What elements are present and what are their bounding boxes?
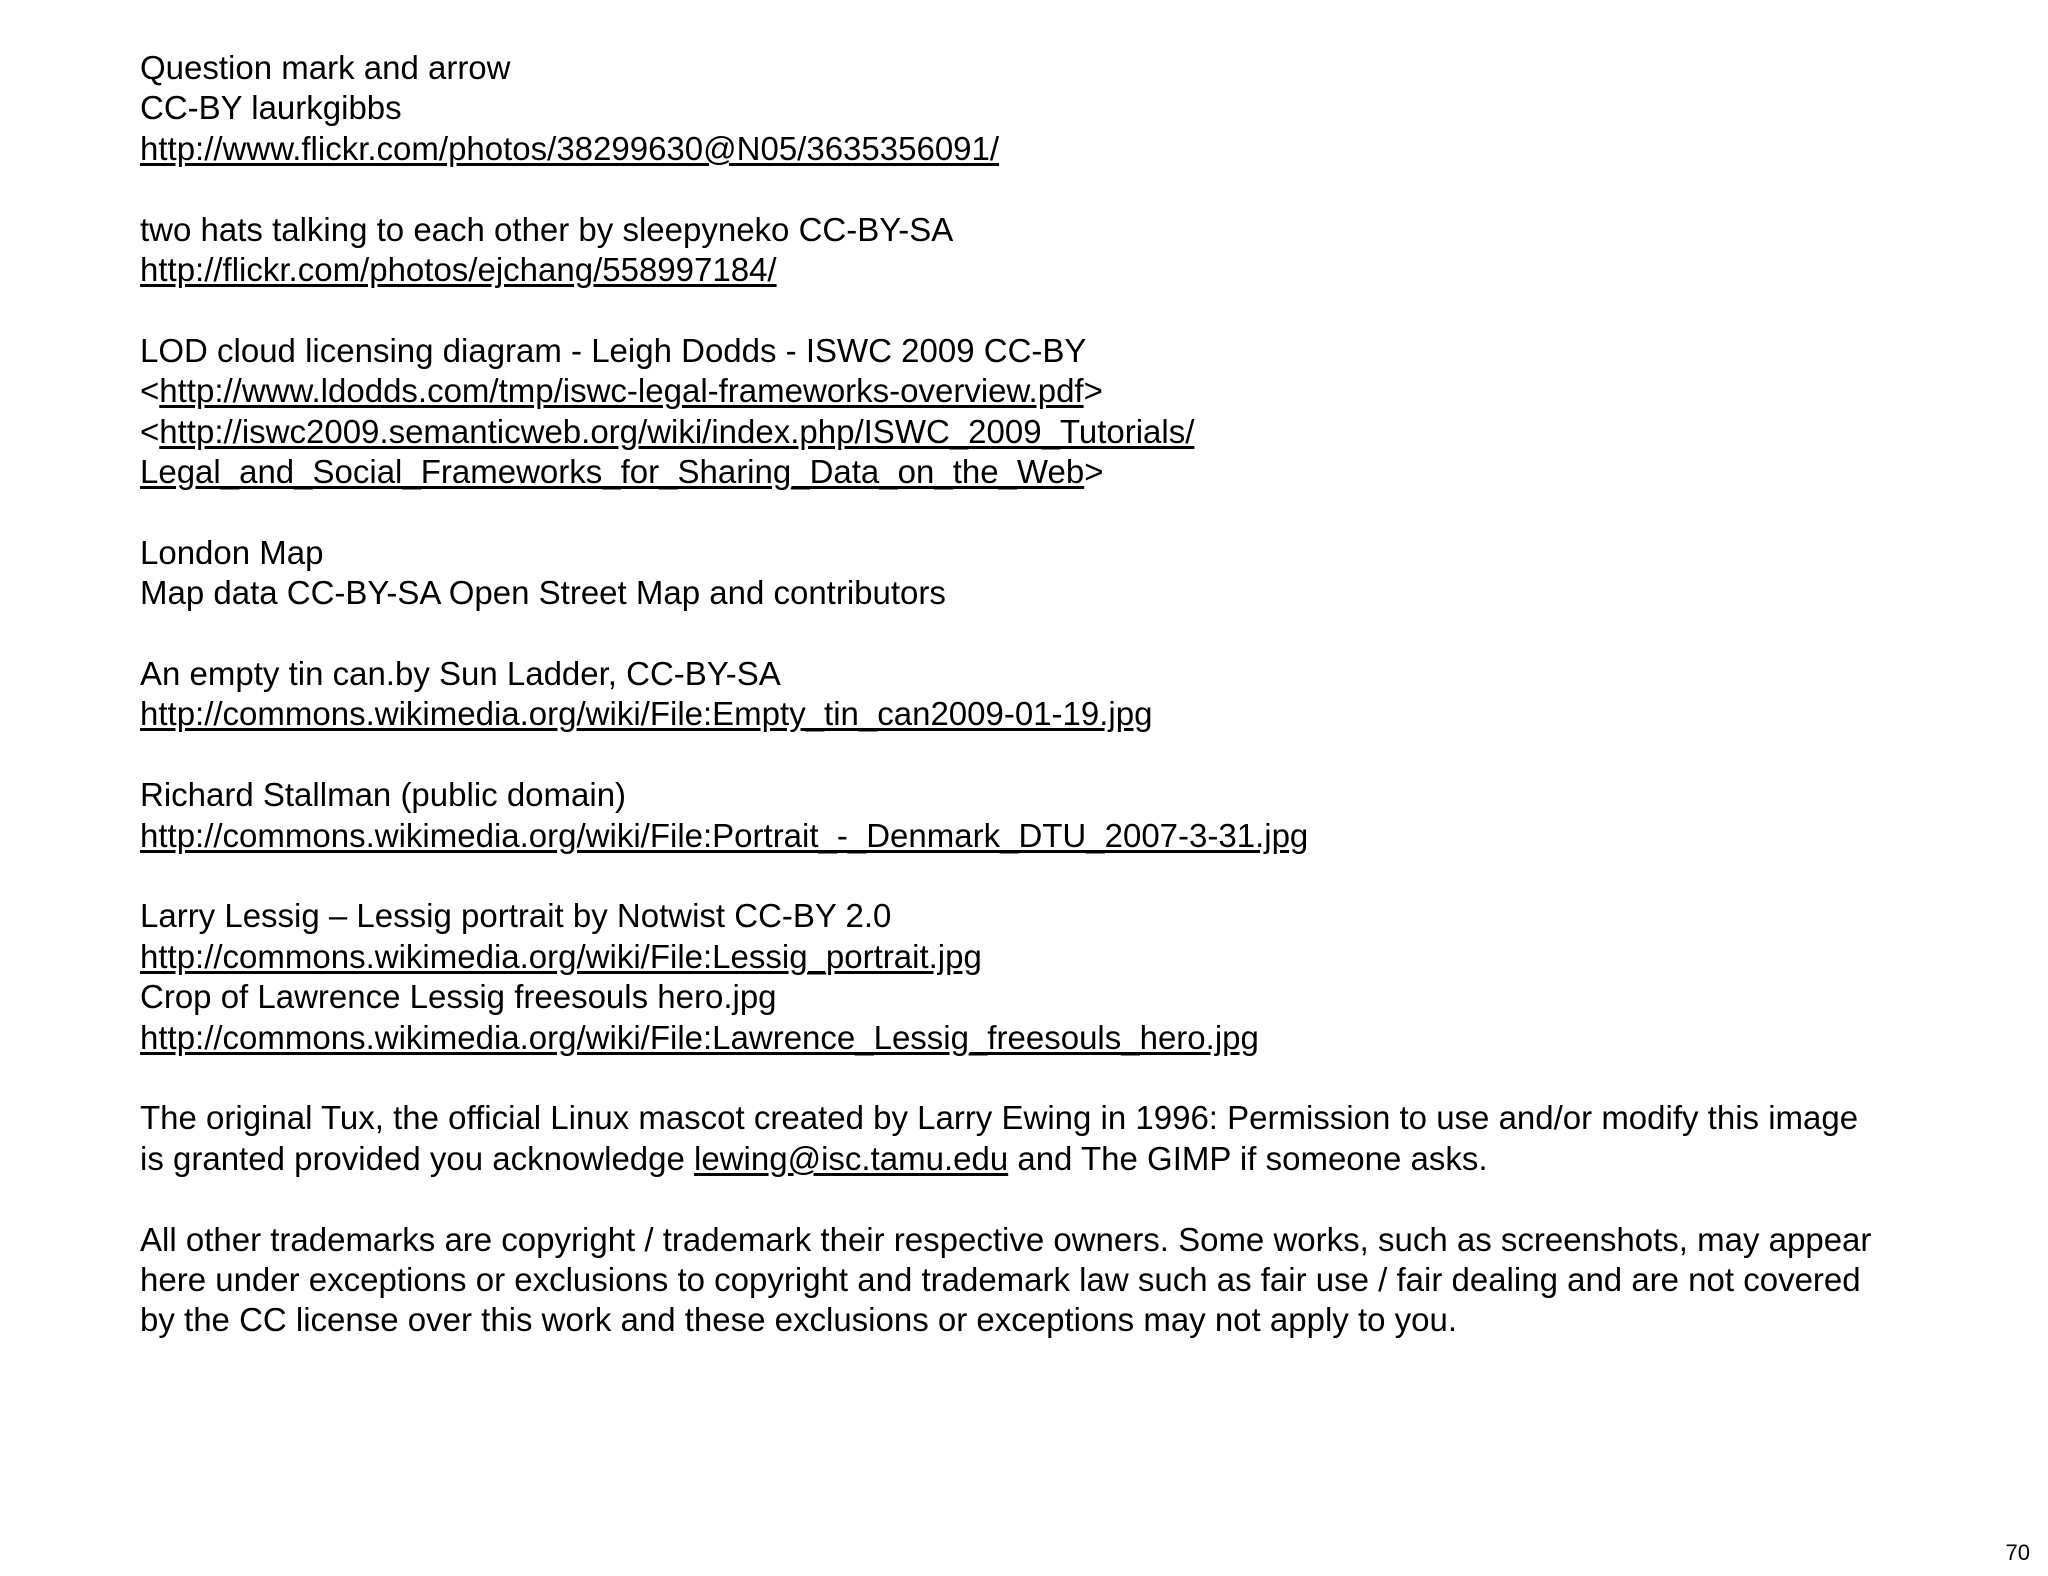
credit-stallman bbox=[140, 775, 1970, 856]
bracket-open: < bbox=[140, 372, 160, 410]
bracket-open: < bbox=[140, 412, 160, 450]
credit-license: CC-BY laurkgibbs bbox=[140, 89, 402, 127]
credit-title: Question mark and arrow bbox=[140, 49, 511, 86]
credit-link[interactable]: http://commons.wikimedia.org/wiki/File:Empty_tin_can2009-01-19.jpg bbox=[140, 695, 1153, 733]
credit-title: London Map bbox=[140, 533, 324, 571]
trademark-notice bbox=[140, 1220, 1970, 1341]
credit-link[interactable]: http://commons.wikimedia.org/wiki/File:Lessig_portrait.jpg bbox=[140, 937, 982, 975]
credit-link[interactable]: http://commons.wikimedia.org/wiki/File:Portrait_-_Denmark_DTU_2007-3-31.jpg bbox=[140, 816, 1309, 854]
credit-crop-note: Crop of Lawrence Lessig freesouls hero.jpg bbox=[140, 978, 777, 1016]
credit-license: Map data CC-BY-SA Open Street Map and contributors bbox=[140, 574, 946, 612]
tux-line-2-before: is granted provided you acknowledge bbox=[140, 1139, 695, 1177]
credit-tin-can bbox=[140, 654, 1970, 735]
credit-tux bbox=[140, 1098, 1970, 1179]
bracket-close: > bbox=[1083, 372, 1103, 410]
trademark-line-3: by the CC license over this work and these exclusions or exceptions may not apply to you. bbox=[140, 1301, 1458, 1339]
credit-title: two hats talking to each other by sleepyneko CC-BY-SA bbox=[140, 210, 954, 248]
credit-title: Larry Lessig – Lessig portrait by Notwist CC-BY 2.0 bbox=[140, 897, 892, 935]
credit-lessig bbox=[140, 896, 1970, 1058]
tux-line-1: The original Tux, the official Linux mascot created by Larry Ewing in 1996: Permission to use and/or modify this image bbox=[140, 1099, 1859, 1137]
email-link[interactable]: lewing@isc.tamu.edu bbox=[694, 1139, 1009, 1177]
bracket-close: > bbox=[1084, 453, 1104, 491]
credit-link[interactable]: http://flickr.com/photos/ejchang/558997184/ bbox=[140, 251, 777, 289]
credit-title: An empty tin can.by Sun Ladder, CC-BY-SA bbox=[140, 655, 781, 693]
tux-line-2-after: and The GIMP if someone asks. bbox=[1008, 1139, 1488, 1177]
credit-question-mark bbox=[140, 48, 1970, 169]
credit-link[interactable]: http://commons.wikimedia.org/wiki/File:Lawrence_Lessig_freesouls_hero.jpg bbox=[140, 1018, 1259, 1056]
credit-title: Richard Stallman (public domain) bbox=[140, 776, 627, 814]
credit-link-part1[interactable]: http://iswc2009.semanticweb.org/wiki/index.php/ISWC_2009_Tutorials/ bbox=[159, 412, 1195, 450]
credit-link[interactable]: http://www.ldodds.com/tmp/iswc-legal-frameworks-overview.pdf bbox=[159, 372, 1084, 410]
credit-lod-cloud bbox=[140, 331, 1970, 493]
trademark-line-1: All other trademarks are copyright / trademark their respective owners. Some works, such as screenshots, may appear bbox=[140, 1220, 1872, 1258]
credit-link[interactable]: http://www.flickr.com/photos/38299630@N05/3635356091/ bbox=[140, 129, 1000, 167]
credit-link-part2[interactable]: Legal_and_Social_Frameworks_for_Sharing_Data_on_the_Web bbox=[140, 453, 1085, 491]
credit-two-hats bbox=[140, 210, 1970, 291]
trademark-line-2: here under exceptions or exclusions to copyright and trademark law such as fair use / fair dealing and are not covered bbox=[140, 1261, 1861, 1299]
credit-london-map bbox=[140, 533, 1970, 614]
credit-title: LOD cloud licensing diagram - Leigh Dodds - ISWC 2009 CC-BY bbox=[140, 331, 1087, 369]
page-number: 70 bbox=[2005, 1540, 2030, 1565]
credits-page bbox=[140, 48, 1970, 1381]
